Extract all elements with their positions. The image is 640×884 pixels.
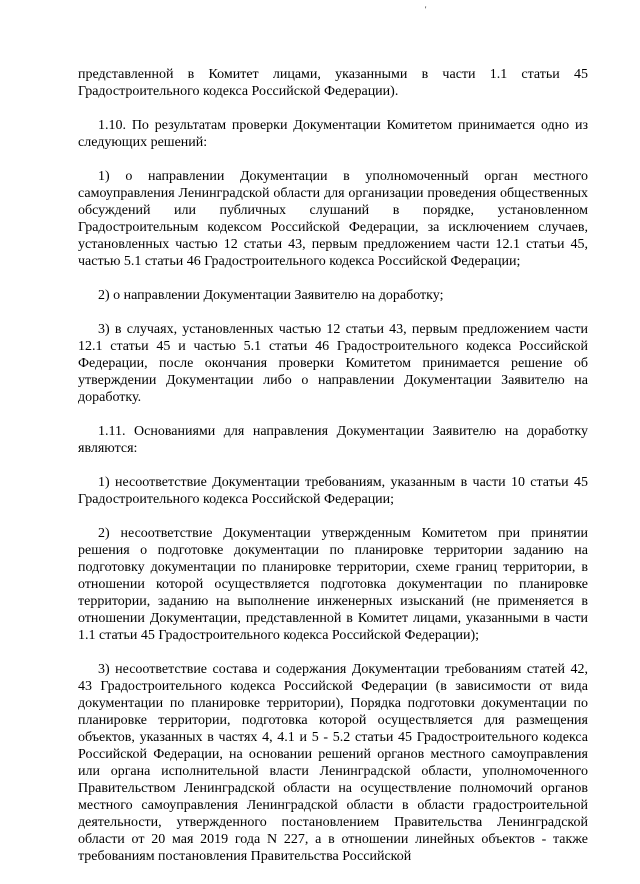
page-mark: ' xyxy=(425,5,427,14)
paragraph-1-10: 1.10. По результатам проверки Документации Комитетом принимается одно из следующих решений: xyxy=(78,118,588,150)
paragraph-1-10-item-3: 3) в случаях, установленных частью 12 статьи 43, первым предложением части 12.1 статьи 45 и частью 5.1 статьи 46 Градостроительного кодекса Российской Федерации, после окончания проверки Комитетом принимается решение об утверждении Документации либо о направлении Документации Заявителю на доработку. xyxy=(78,322,588,405)
paragraph-1-11: 1.11. Основаниями для направления Документации Заявителю на доработку являются: xyxy=(78,424,588,456)
paragraph-1-10-item-1: 1) о направлении Документации в уполномоченный орган местного самоуправления Ленинградской области для организации проведения общественных обсуждений или публичных слушаний в порядке, установленном Градостроительным кодексом Российской Федерации, за исключением случаев, установленных частью 12 статьи 43, первым предложением части 12.1 статьи 45, частью 5.1 статьи 46 Градостроительного кодекса Российской Федерации; xyxy=(78,169,588,269)
paragraph-1-11-item-2: 2) несоответствие Документации утвержденным Комитетом при принятии решения о подготовке документации по планировке территории заданию на подготовку документации по планировке территории, схеме границ территории, в отношении которой осуществляется подготовка документации по планировке территории, заданию на выполнение инженерных изысканий (не применяется в отношении Документации, представленной в Комитет лицами, указанными в части 1.1 статьи 45 Градостроительного кодекса Российской Федерации); xyxy=(78,526,588,643)
document-page xyxy=(78,66,588,882)
paragraph-1-11-item-1: 1) несоответствие Документации требованиям, указанным в части 10 статьи 45 Градостроительного кодекса Российской Федерации; xyxy=(78,475,588,507)
paragraph-1-11-item-3: 3) несоответствие состава и содержания Документации требованиям статей 42, 43 Градостроительного кодекса Российской Федерации (в зависимости от вида документации по планировке территории), Порядка подготовки документации по планировке территории, подготовка которой осуществляется для размещения объектов, указанных в частях 4, 4.1 и 5 - 5.2 статьи 45 Градостроительного кодекса Российской Федерации, на основании решений органов местного самоуправления или органа исполнительной власти Ленинградской области, уполномоченного Правительством Ленинградской области на осуществление полномочий органов местного самоуправления Ленинградской области в области градостроительной деятельности, утвержденного постановлением Правительства Ленинградской области от 20 мая 2019 года N 227, а в отношении линейных объектов - также требованиям постановления Правительства Российской xyxy=(78,662,588,864)
paragraph-continuation: представленной в Комитет лицами, указанными в части 1.1 статьи 45 Градостроительного кодекса Российской Федерации). xyxy=(78,67,588,99)
paragraph-1-10-item-2: 2) о направлении Документации Заявителю на доработку; xyxy=(98,288,444,303)
